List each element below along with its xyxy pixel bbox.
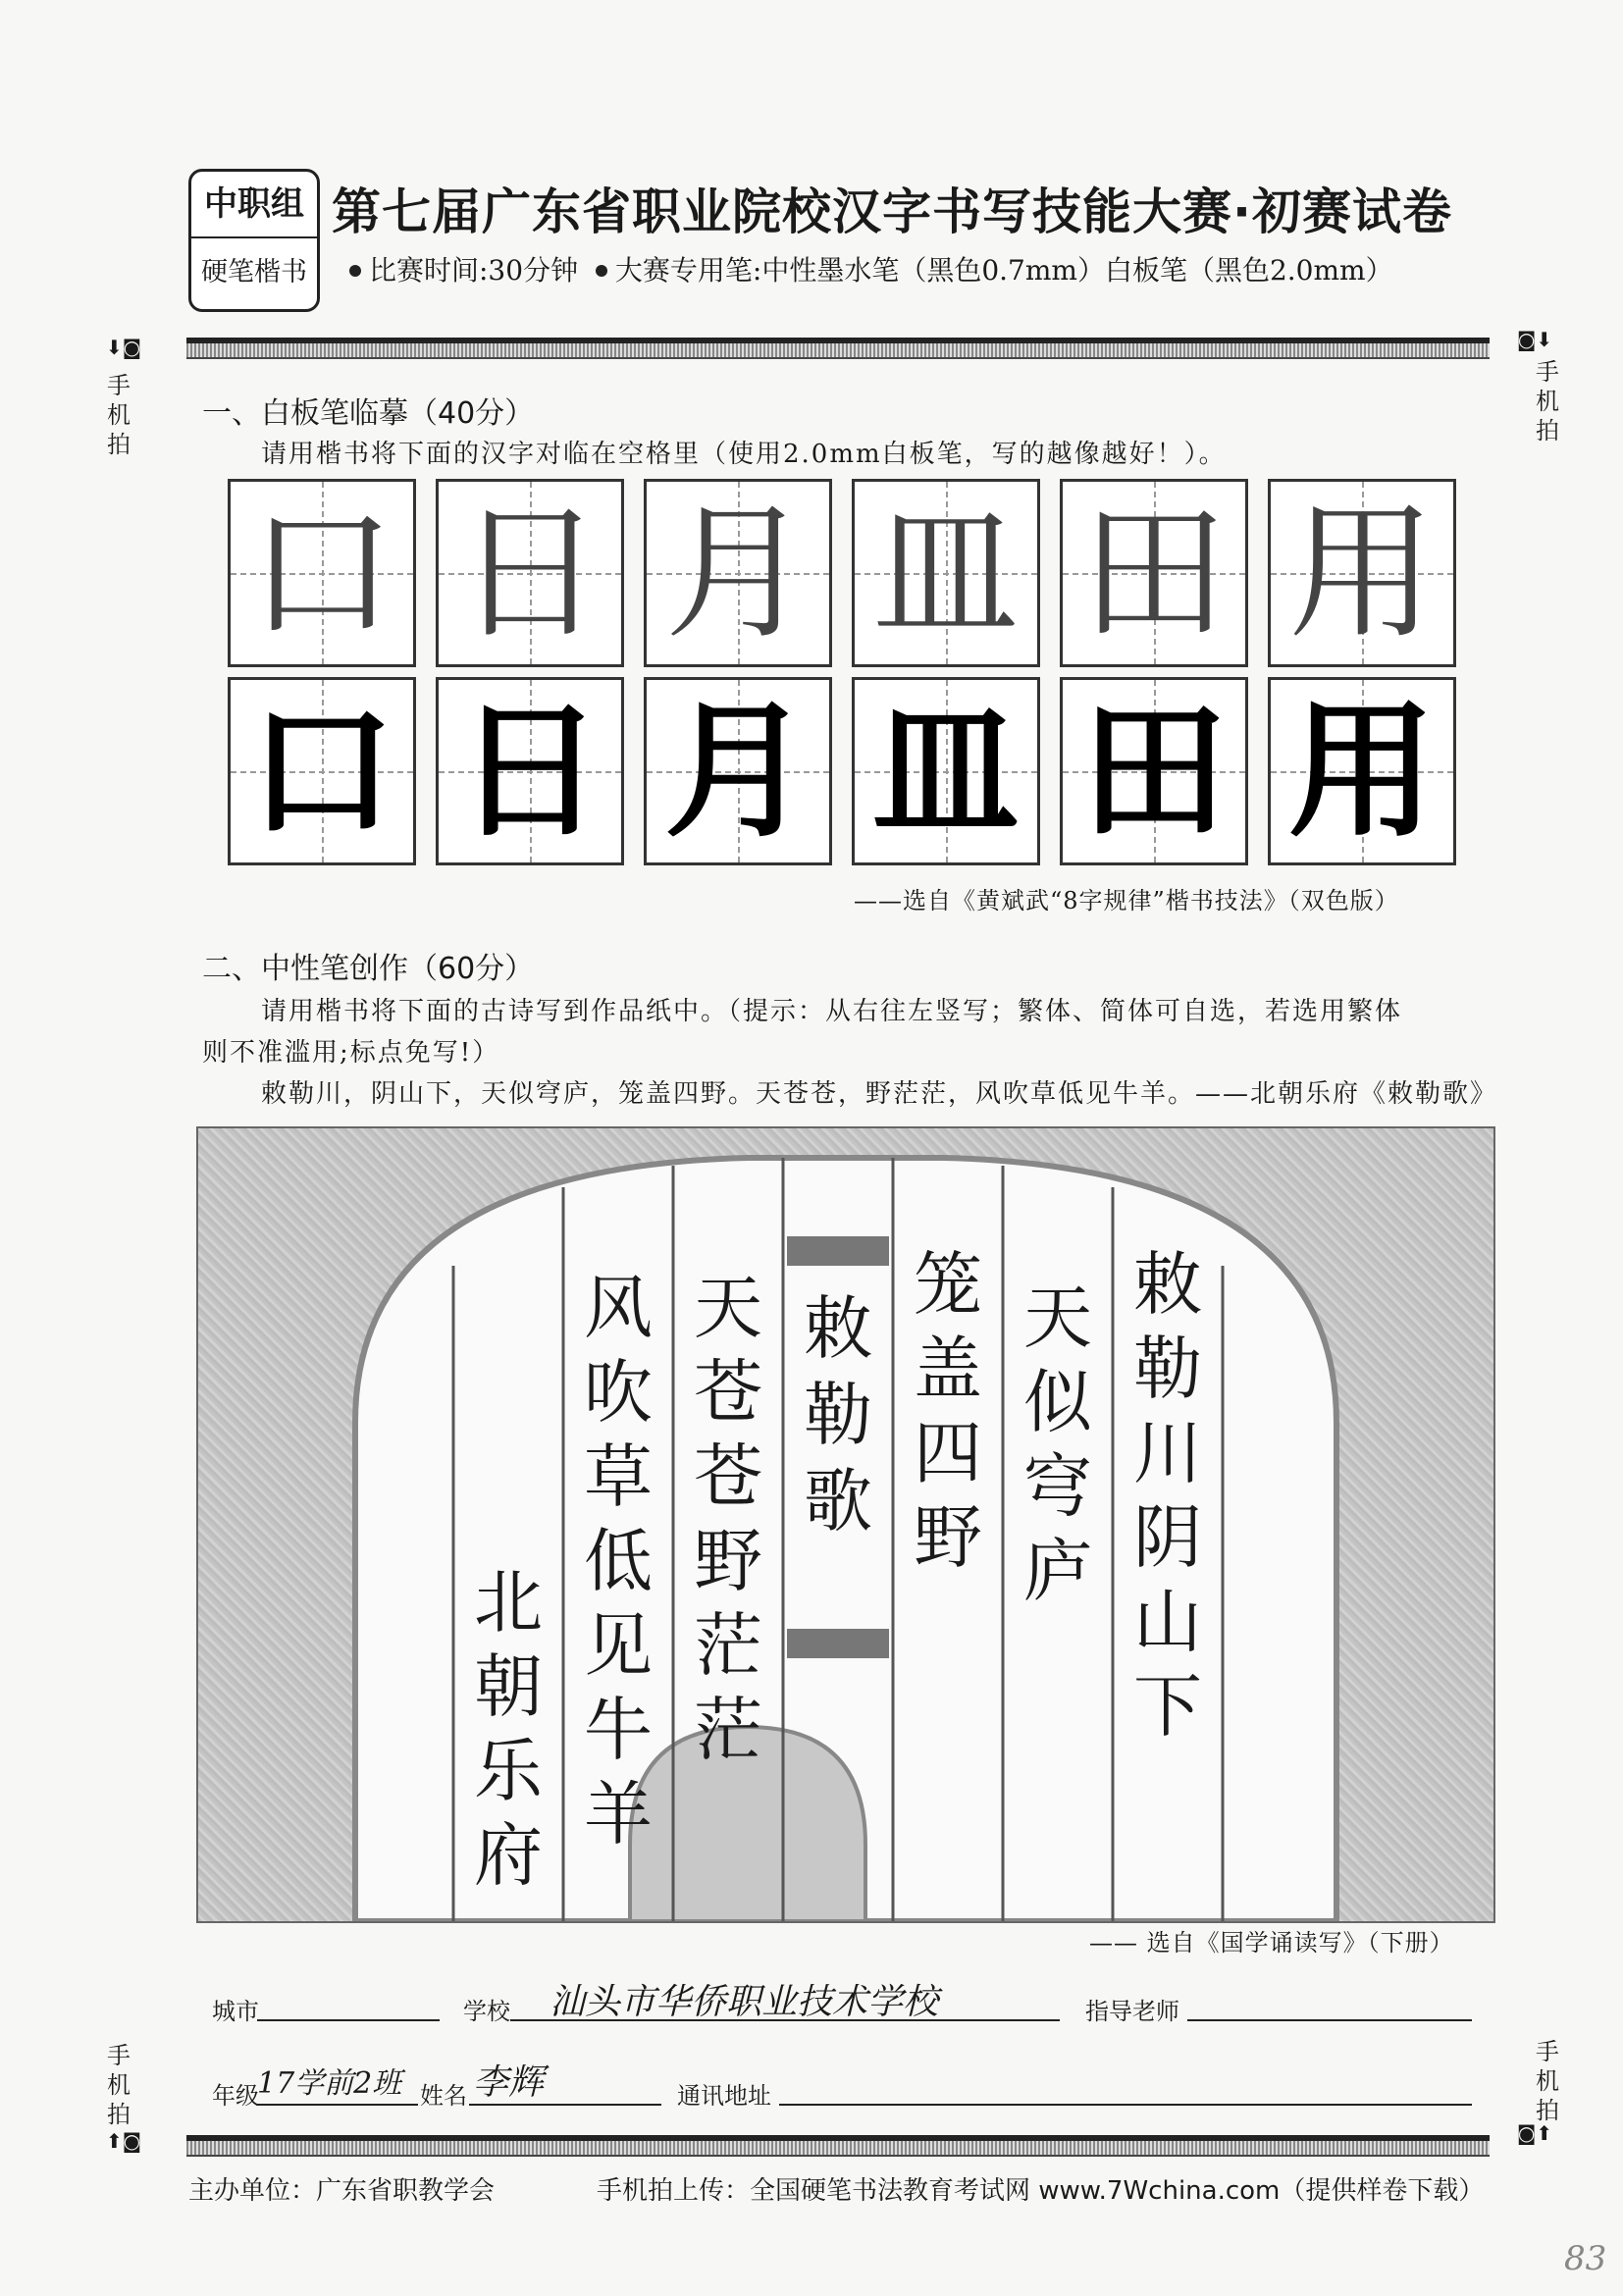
city-field[interactable] xyxy=(257,2019,440,2021)
side-label-bottom-left: 手机拍 xyxy=(107,2042,131,2128)
poem-column-4: 天苍苍野茫茫 xyxy=(694,1268,762,1770)
poem-column-5: 风吹草低见牛羊 xyxy=(584,1268,653,1854)
model-char: 田 xyxy=(1079,687,1228,858)
group-badge xyxy=(188,169,320,312)
grid-cell xyxy=(1268,479,1456,667)
grid-cell xyxy=(436,677,624,865)
name-value: 李辉 xyxy=(473,2062,545,2103)
section2-source: —— 选自《国学诵读写》（下册） xyxy=(1089,1929,1454,1957)
model-char: 口 xyxy=(247,489,395,659)
poem-title-column: 敕勒歌 xyxy=(804,1288,872,1541)
organizer: 主办单位：广东省职教学会 xyxy=(188,2176,496,2206)
grid-cell xyxy=(1268,677,1456,865)
grid-cell xyxy=(228,677,416,865)
grid-cell xyxy=(852,479,1040,667)
grid-cell xyxy=(852,677,1040,865)
section2-heading: 二、中性笔创作（60分） xyxy=(202,952,535,986)
teacher-field[interactable] xyxy=(1187,2019,1472,2021)
grid-cell xyxy=(644,479,832,667)
bullet-icon xyxy=(596,265,607,277)
name-label: 姓名 xyxy=(420,2082,467,2110)
model-char: 日 xyxy=(455,489,603,659)
school-label: 学校 xyxy=(463,1998,510,2025)
model-char: 皿 xyxy=(871,687,1020,858)
grid-cell xyxy=(436,479,624,667)
poem-column-3: 笼盖四野 xyxy=(914,1244,982,1578)
model-char: 皿 xyxy=(871,489,1020,659)
badge-group-label: 中职组 xyxy=(191,172,317,238)
school-value: 汕头市华侨职业技术学校 xyxy=(550,1982,939,2022)
grade-value: 17学前2班 xyxy=(257,2066,402,2101)
top-rule xyxy=(186,338,1490,359)
section1-instruction: 请用楷书将下面的汉字对临在空格里（使用2.0mm白板笔，写的越像越好！）。 xyxy=(261,440,1227,469)
model-char: 用 xyxy=(1287,489,1436,659)
camera-up-icon: ⬆◙ xyxy=(106,2129,142,2153)
exam-meta xyxy=(349,249,1393,288)
calligraphy-artwork xyxy=(196,1126,1495,1923)
grade-label: 年级 xyxy=(212,2082,259,2110)
model-char: 田 xyxy=(1079,489,1228,659)
grid-cell xyxy=(1060,677,1248,865)
grid-cell xyxy=(1060,479,1248,667)
bottom-rule xyxy=(186,2135,1490,2157)
bullet-icon xyxy=(349,265,361,277)
model-char: 月 xyxy=(663,687,812,858)
model-char: 月 xyxy=(663,489,812,659)
grid-cell xyxy=(228,479,416,667)
section2-instruction-line1: 请用楷书将下面的古诗写到作品纸中。（提示：从右往左竖写；繁体、简体可自选，若选用繁体 xyxy=(261,997,1403,1026)
side-label-top-left: 手机拍 xyxy=(107,372,131,458)
badge-category-label: 硬笔楷书 xyxy=(201,257,307,287)
poem-text: 敕勒川，阴山下，天似穹庐，笼盖四野。天苍苍，野茫茫，风吹草低见牛羊。——北朝乐府《敕勒歌》 xyxy=(261,1079,1498,1109)
grade-field[interactable] xyxy=(257,2104,418,2106)
side-label-top-right: 手机拍 xyxy=(1536,358,1559,444)
page-number: 83 xyxy=(1564,2239,1607,2278)
upload-info: 手机拍上传：全国硬笔书法教育考试网 www.7Wchina.com（提供样卷下载） xyxy=(597,2176,1485,2206)
address-label: 通讯地址 xyxy=(677,2082,771,2110)
poem-column-2: 天似穹庐 xyxy=(1023,1278,1092,1611)
model-char: 用 xyxy=(1287,687,1436,858)
poem-column-author: 北朝乐府 xyxy=(474,1562,543,1896)
exam-time: 比赛时间:30分钟 xyxy=(369,254,579,287)
poem-column-1: 敕勒川阴山下 xyxy=(1133,1244,1202,1747)
title-band-top xyxy=(787,1236,889,1266)
camera-down-icon-right: ◙⬇ xyxy=(1517,328,1553,351)
model-char: 口 xyxy=(247,687,395,858)
grid-cell xyxy=(644,677,832,865)
section1-source: ——选自《黄斌武“8字规律”楷书技法》（双色版） xyxy=(854,887,1399,914)
camera-down-icon: ⬇◙ xyxy=(106,336,142,359)
section1-heading: 一、白板笔临摹（40分） xyxy=(202,396,535,431)
address-field[interactable] xyxy=(779,2104,1472,2106)
side-label-bottom-right: 手机拍 xyxy=(1536,2038,1559,2124)
camera-up-icon-right: ◙⬆ xyxy=(1517,2121,1553,2145)
exam-title: 第七届广东省职业院校汉字书写技能大赛·初赛试卷 xyxy=(332,183,1452,240)
model-char: 日 xyxy=(455,687,603,858)
city-label: 城市 xyxy=(212,1998,259,2025)
section2-instruction-line2: 则不准滥用;标点免写!） xyxy=(202,1038,500,1068)
teacher-label: 指导老师 xyxy=(1085,1998,1179,2025)
exam-pen: 大赛专用笔:中性墨水笔（黑色0.7mm）白板笔（黑色2.0mm） xyxy=(614,254,1393,287)
title-band-bottom xyxy=(787,1629,889,1658)
